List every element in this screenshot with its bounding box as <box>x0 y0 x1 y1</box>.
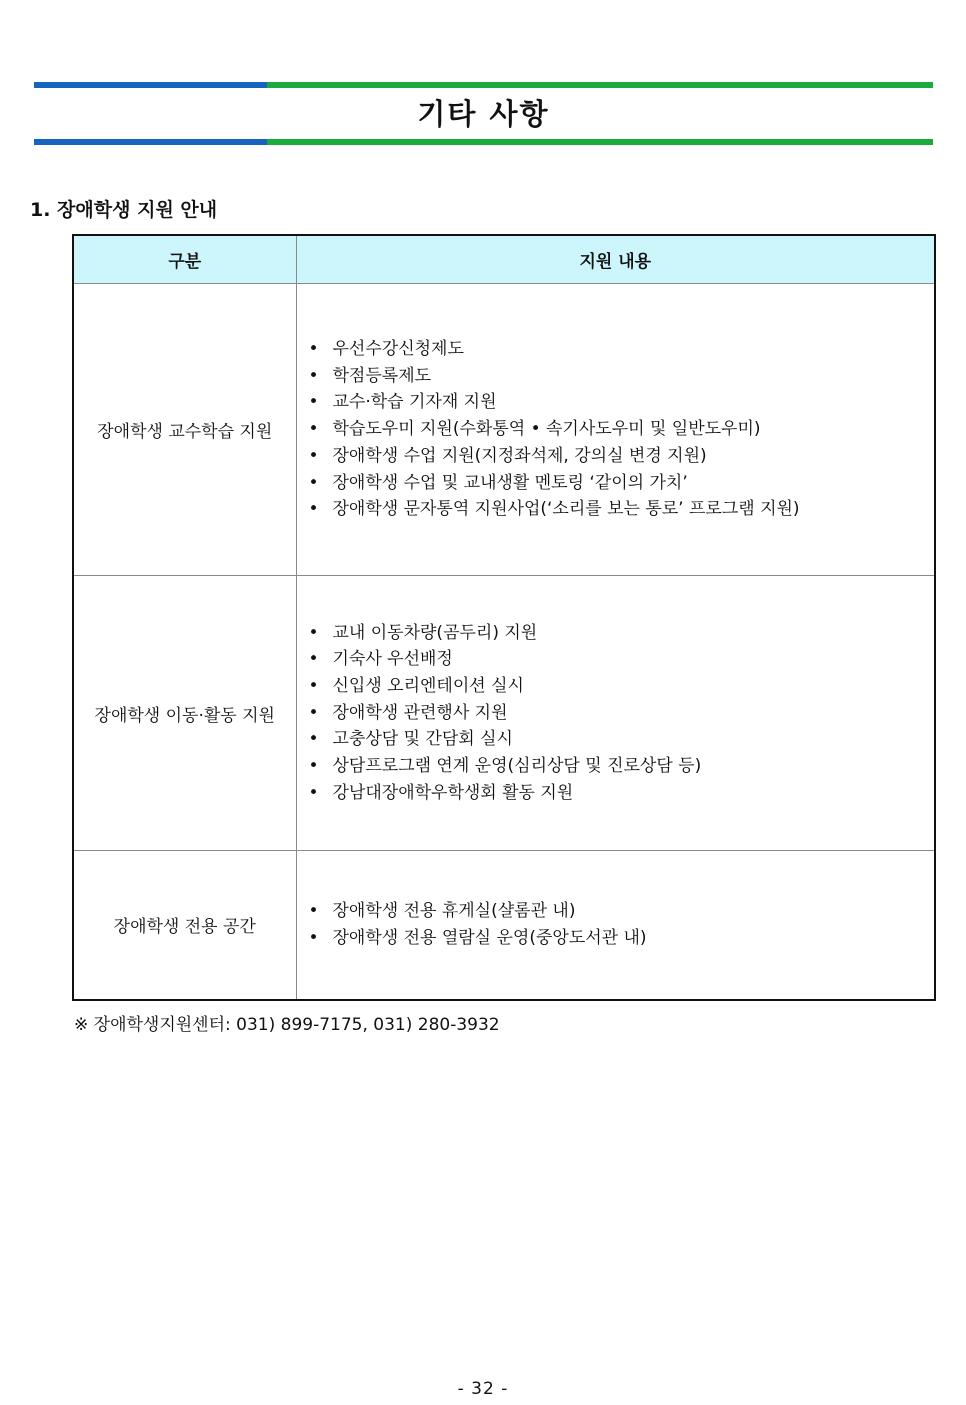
item-text: 장애학생 수업 지원(지정좌석제, 강의실 변경 지원) <box>332 445 707 466</box>
item-text: 학점등록제도 <box>332 365 432 386</box>
list-item <box>307 753 935 780</box>
list-item <box>307 443 935 470</box>
bullet-icon: • <box>308 499 319 520</box>
item-text: 기숙사 우선배정 <box>332 649 453 670</box>
list-item <box>307 363 935 390</box>
list-item <box>307 416 935 443</box>
list-item <box>307 925 935 952</box>
bullet-icon: • <box>308 445 319 466</box>
list-item <box>307 389 935 416</box>
row-items-cell <box>296 284 935 576</box>
bullet-icon: • <box>308 901 319 922</box>
bullet-icon: • <box>308 365 319 386</box>
bottom-divider-rule <box>34 139 933 145</box>
list-item <box>307 470 935 497</box>
list-item <box>307 726 935 753</box>
row-category: 장애학생 이동·활동 지원 <box>73 576 296 851</box>
item-text: 우선수강신청제도 <box>332 339 464 360</box>
bullet-icon: • <box>308 472 319 493</box>
row-category: 장애학생 교수학습 지원 <box>73 284 296 576</box>
bullet-icon: • <box>308 392 319 413</box>
list-item <box>307 780 935 807</box>
support-item-list <box>297 336 935 523</box>
item-text: 신입생 오리엔테이션 실시 <box>332 675 524 696</box>
bullet-icon: • <box>308 419 319 440</box>
bullet-icon: • <box>308 782 319 803</box>
item-text: 장애학생 관련행사 지원 <box>332 702 508 723</box>
item-text: 장애학생 수업 및 교내생활 멘토링 ‘같이의 가치’ <box>332 472 688 493</box>
row-items-cell <box>296 576 935 851</box>
bullet-icon: • <box>308 339 319 360</box>
item-text: 장애학생 전용 휴게실(샬롬관 내) <box>332 901 576 922</box>
list-item <box>307 898 935 925</box>
list-item <box>307 646 935 673</box>
list-item <box>307 496 935 523</box>
header-support-content: 지원 내용 <box>296 235 935 284</box>
bullet-icon: • <box>308 675 319 696</box>
bullet-icon: • <box>308 702 319 723</box>
top-rule-blue-segment <box>34 82 267 88</box>
list-item <box>307 620 935 647</box>
section-heading: 1. 장애학생 지원 안내 <box>30 199 218 221</box>
row-category: 장애학생 전용 공간 <box>73 851 296 1000</box>
document-title: 기타 사항 <box>417 97 550 131</box>
header-category: 구분 <box>73 235 296 284</box>
page-number: - 32 - <box>457 1379 509 1399</box>
table-row <box>73 851 935 1000</box>
bullet-icon: • <box>308 756 319 777</box>
support-item-list <box>297 620 935 807</box>
table-header-row <box>73 235 935 284</box>
bullet-icon: • <box>308 729 319 750</box>
item-text: 상담프로그램 연계 운영(심리상담 및 진로상담 등) <box>332 756 702 777</box>
list-item <box>307 673 935 700</box>
top-divider-rule <box>34 82 933 88</box>
item-text: 장애학생 전용 열람실 운영(중앙도서관 내) <box>332 927 647 948</box>
row-items-cell <box>296 851 935 1000</box>
item-text: 교수·학습 기자재 지원 <box>332 392 497 413</box>
item-text: 교내 이동차량(곰두리) 지원 <box>332 622 538 643</box>
list-item <box>307 700 935 727</box>
item-text: 강남대장애학우학생회 활동 지원 <box>332 782 574 803</box>
item-text: 장애학생 문자통역 지원사업(‘소리를 보는 통로’ 프로그램 지원) <box>332 499 800 520</box>
bottom-rule-blue-segment <box>34 139 267 145</box>
item-text: 학습도우미 지원(수화통역 • 속기사도우미 및 일반도우미) <box>332 419 761 440</box>
contact-footnote: ※ 장애학생지원센터: 031) 899-7175, 031) 280-3932 <box>74 1015 500 1035</box>
table-row <box>73 576 935 851</box>
table-row <box>73 284 935 576</box>
bottom-rule-green-segment <box>267 139 933 145</box>
support-table <box>72 234 936 1001</box>
list-item <box>307 336 935 363</box>
top-rule-green-segment <box>267 82 933 88</box>
item-text: 고충상담 및 간담회 실시 <box>332 729 513 750</box>
bullet-icon: • <box>308 927 319 948</box>
bullet-icon: • <box>308 622 319 643</box>
bullet-icon: • <box>308 649 319 670</box>
support-item-list <box>297 898 935 951</box>
